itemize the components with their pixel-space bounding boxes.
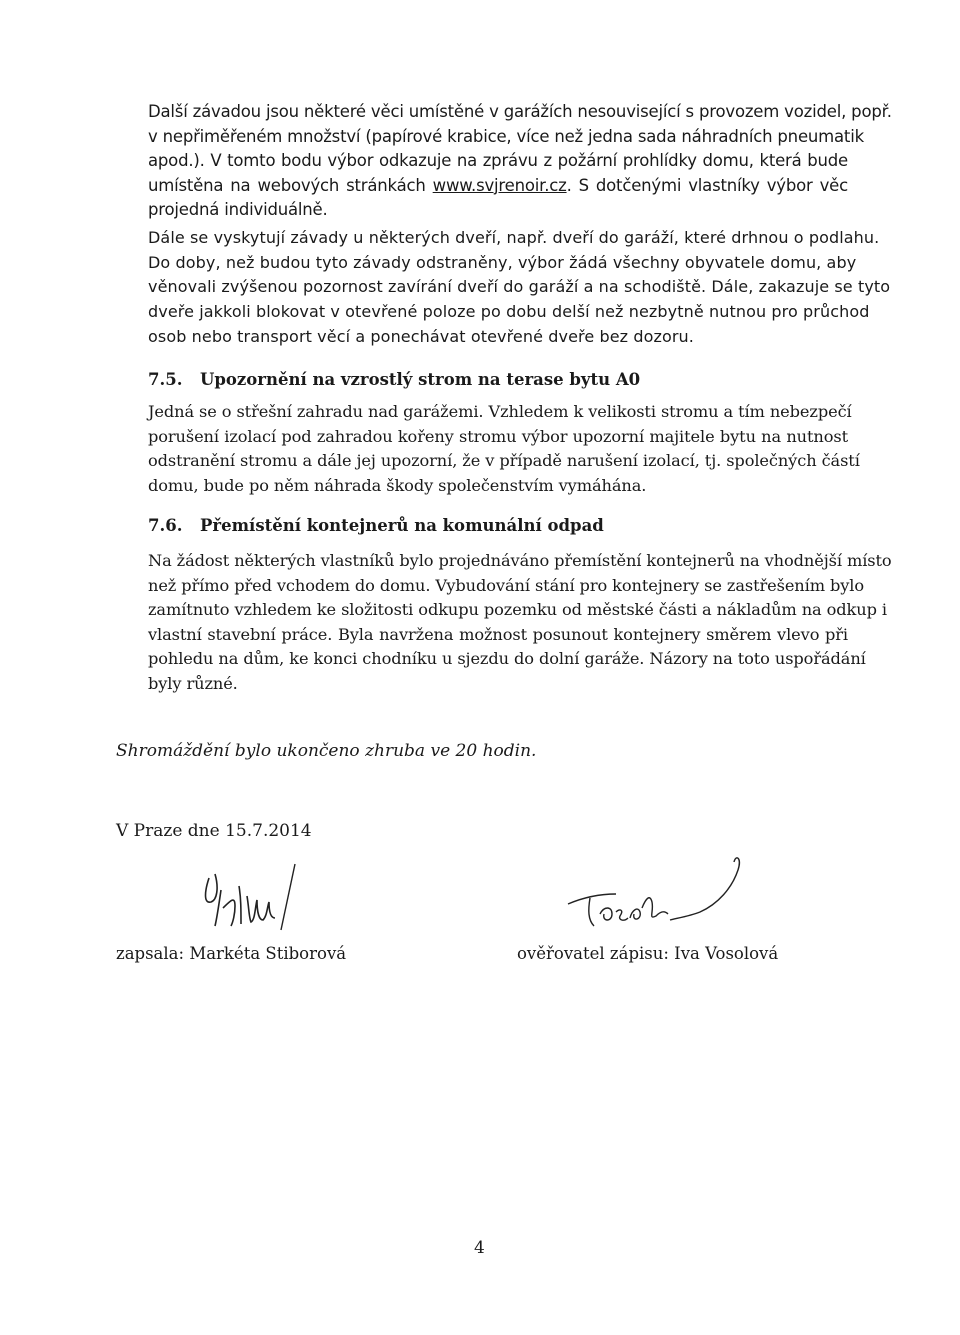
paragraph-garage-items: [148, 100, 892, 223]
section-7-6-body: [148, 549, 892, 696]
text-line: odstranění stromu a dále jej upozorní, že v případě narušení izolací, tj. společných částí: [148, 451, 860, 470]
section-number: 7.6.: [148, 516, 183, 535]
section-heading-7-5: [148, 370, 640, 389]
text-line: projedná individuálně.: [148, 200, 328, 219]
text-line: než přímo před vchodem do domu. Vybudování stání pro kontejnery se zastřešením bylo: [148, 575, 865, 595]
section-7-5-body: [148, 400, 860, 498]
section-number: 7.5.: [148, 370, 183, 389]
meeting-closing-statement: Shromáždění bylo ukončeno zhruba ve 20 hodin.: [116, 741, 537, 761]
verifier-label: ověřovatel zápisu: Iva Vosolová: [517, 944, 779, 963]
recorder-label: zapsala: Markéta Stiborová: [116, 944, 347, 963]
website-link[interactable]: www.svjrenoir.cz: [432, 175, 567, 195]
text-line: vlastní stavební práce. Byla navržena možnost posunout kontejnery směrem vlevo při: [148, 624, 848, 644]
section-title: Upozornění na vzrostlý strom na terase bytu A0: [200, 370, 641, 389]
text-line: byly různé.: [148, 673, 238, 693]
text-line: apod.). V tomto bodu výbor odkazuje na zprávu z požární prohlídky domu, která bude: [148, 151, 848, 170]
section-title: Přemístění kontejnerů na komunální odpad: [200, 516, 604, 535]
text-fragment: umístěna na webových stránkách: [148, 175, 433, 195]
section-heading-7-6: [148, 516, 604, 535]
text-line: Na žádost některých vlastníků bylo projednáváno přemístění kontejnerů na vhodnější místo: [148, 551, 892, 570]
text-line: věnovali zvýšenou pozornost zavírání dveří do garáží a na schodiště. Dále, zakazuje se tyto: [148, 277, 891, 297]
verifier-signature: [560, 848, 760, 938]
text-line: porušení izolací pod zahradou kořeny stromu výbor upozorní majitele bytu na nutnost: [148, 426, 848, 446]
paragraph-door-defects: [148, 226, 891, 350]
text-line: domu, bude po něm náhrada škody společenstvím vymáhána.: [148, 475, 647, 495]
text-line: Do doby, než budou tyto závady odstraněny, výbor žádá všechny obyvatele domu, aby: [148, 252, 857, 272]
text-line: Jedná se o střešní zahradu nad garážemi. Vzhledem k velikosti stromu a tím nebezpečí: [148, 402, 852, 421]
text-line: dveře jakkoli blokovat v otevřené poloze po dobu delší než nezbytně nutnou pro průchod: [148, 302, 870, 322]
page-number: 4: [474, 1238, 485, 1258]
text-line: zamítnuto vzhledem ke složitosti odkupu pozemku od městské části a nákladům na odkup i: [148, 600, 887, 619]
text-line: v nepřiměřeném množství (papírové krabice, více než jedna sada náhradních pneumatik: [148, 126, 864, 146]
text-line: pohledu na dům, ke konci chodníku u sjezdu do dolní garáže. Názory na toto uspořádání: [148, 649, 866, 668]
text-fragment: . S dotčenými vlastníky výbor věc: [566, 175, 848, 195]
text-line-with-link: [148, 174, 848, 199]
text-line: Dále se vyskytují závady u některých dveří, např. dveří do garáží, které drhnou o podlahu.: [148, 228, 880, 247]
text-line: osob nebo transport věcí a ponechávat otevřené dveře bez dozoru.: [148, 326, 694, 346]
place-and-date: V Praze dne 15.7.2014: [116, 821, 312, 841]
recorder-signature: [195, 860, 315, 940]
text-line: Další závadou jsou některé věci umístěné v garážích nesouvisející s provozem vozidel, popř.: [148, 102, 892, 121]
